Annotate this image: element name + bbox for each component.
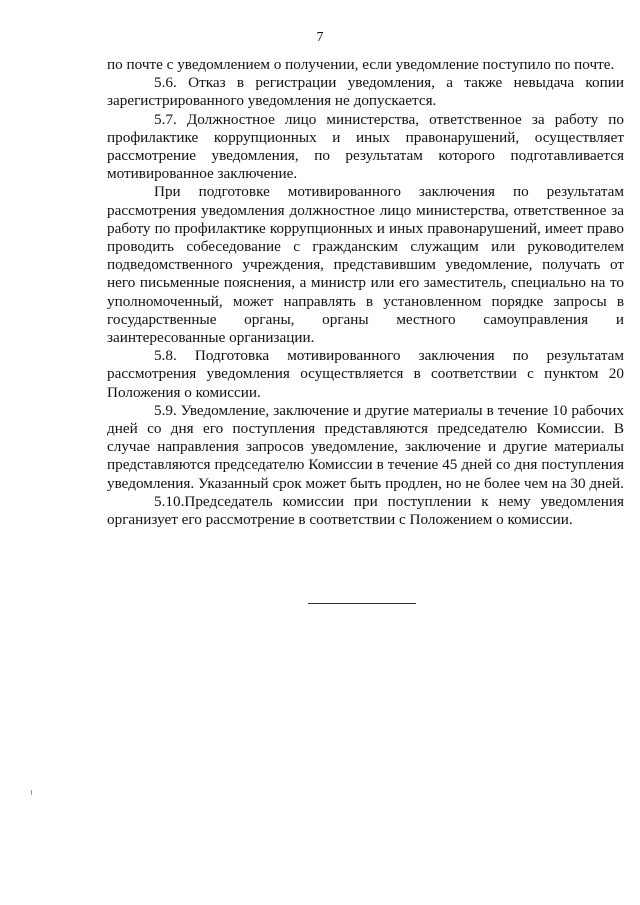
page-number: 7 [316,30,324,45]
paragraph-5-8: 5.8. Подготовка мотивированного заключения по результатам рассмотрения уведомления осуществляется в соответствии с пунктом 20 Положения о комиссии. [107,347,624,401]
paragraph-5-7-detail: При подготовке мотивированного заключения по результатам рассмотрения уведомления должностное лицо министерства, ответственное за работу по профилактике коррупционных и иных правонарушений, имеет право проводить собеседование с гражданским служащим или руководителем подведомственного учреждения, представившим уведомление, получать от него письменные пояснения, а министр или его заместитель, специально на то уполномоченный, может направлять в установленном порядке запросы в государственные органы, органы местного самоуправления и заинтересованные организации. [107,183,624,347]
document-body [107,56,624,529]
paragraph-5-7: 5.7. Должностное лицо министерства, ответственное за работу по профилактике коррупционных и иных правонарушений, осуществляет рассмотрение уведомления, по результатам которого подготавливается мотивированное заключение. [107,110,624,183]
scan-margin-mark [31,790,32,795]
paragraph-5-6: 5.6. Отказ в регистрации уведомления, а также невыдача копии зарегистрированного уведомления не допускается. [107,74,624,110]
paragraph-continuation: по почте с уведомлением о получении, если уведомление поступило по почте. [107,56,615,73]
paragraph-5-10: 5.10.Председатель комиссии при поступлении к нему уведомления организует его рассмотрение в соответствии с Положением о комиссии. [107,492,624,529]
end-of-document-rule [308,603,416,604]
paragraph-5-9: 5.9. Уведомление, заключение и другие материалы в течение 10 рабочих дней со дня его поступления представляются председателю Комиссии. В случае направления запросов уведомление, заключение и другие материалы представляются председателю Комиссии в течение 45 дней со дня поступления уведомления. Указанный срок может быть продлен, но не более чем на 30 дней. [107,401,624,492]
